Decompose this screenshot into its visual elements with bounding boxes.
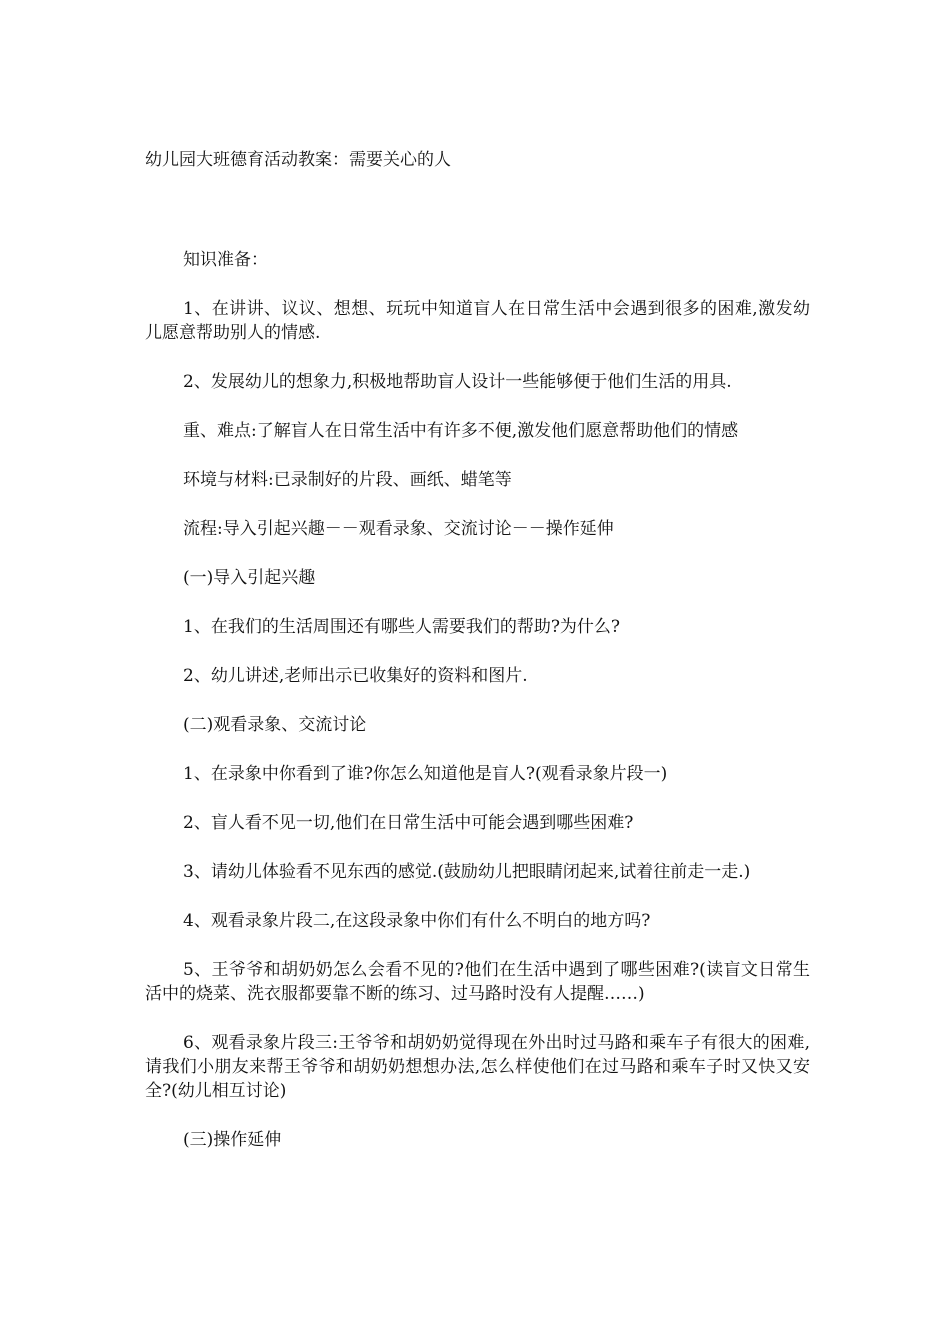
section-heading-2: (二)观看录象、交流讨论	[183, 715, 367, 735]
paragraph: 2、发展幼儿的想象力,积极地帮助盲人设计一些能够便于他们生活的用具.	[183, 372, 732, 392]
section-heading-3: (三)操作延伸	[183, 1130, 282, 1150]
paragraph: 6、观看录象片段三:王爷爷和胡奶奶觉得现在外出时过马路和乘车子有很大的困难,请我们小朋友来帮王爷爷和胡奶奶想想办法,怎么样使他们在过马路和乘车子时又快又安全?(幼儿相互讨论)	[145, 1033, 810, 1101]
paragraph: 1、在我们的生活周围还有哪些人需要我们的帮助?为什么?	[183, 617, 621, 637]
paragraph: 5、王爷爷和胡奶奶怎么会看不见的?他们在生活中遇到了哪些困难?(读盲文日常生活中的烧菜、洗衣服都要靠不断的练习、过马路时没有人提醒……)	[145, 960, 810, 1004]
section-heading-1: (一)导入引起兴趣	[183, 568, 316, 588]
paragraph: 3、请幼儿体验看不见东西的感觉.(鼓励幼儿把眼睛闭起来,试着往前走一走.)	[183, 862, 751, 882]
paragraph: 4、观看录象片段二,在这段录象中你们有什么不明白的地方吗?	[183, 911, 651, 931]
paragraph-process: 流程:导入引起兴趣－－观看录象、交流讨论－－操作延伸	[183, 519, 614, 539]
paragraph: 1、在讲讲、议议、想想、玩玩中知道盲人在日常生活中会遇到很多的困难,激发幼儿愿意帮助别人的情感.	[145, 299, 810, 343]
section-heading-knowledge: 知识准备：	[183, 250, 268, 270]
document-title: 幼儿园大班德育活动教案：需要关心的人	[145, 150, 451, 170]
paragraph-key-points: 重、难点:了解盲人在日常生活中有许多不便,激发他们愿意帮助他们的情感	[183, 421, 739, 441]
paragraph: 2、盲人看不见一切,他们在日常生活中可能会遇到哪些困难?	[183, 813, 634, 833]
paragraph: 2、幼儿讲述,老师出示已收集好的资料和图片.	[183, 666, 528, 686]
paragraph-materials: 环境与材料:已录制好的片段、画纸、蜡笔等	[183, 470, 512, 490]
document-body	[145, 248, 810, 1177]
paragraph: 1、在录象中你看到了谁?你怎么知道他是盲人?(观看录象片段一)	[183, 764, 668, 784]
